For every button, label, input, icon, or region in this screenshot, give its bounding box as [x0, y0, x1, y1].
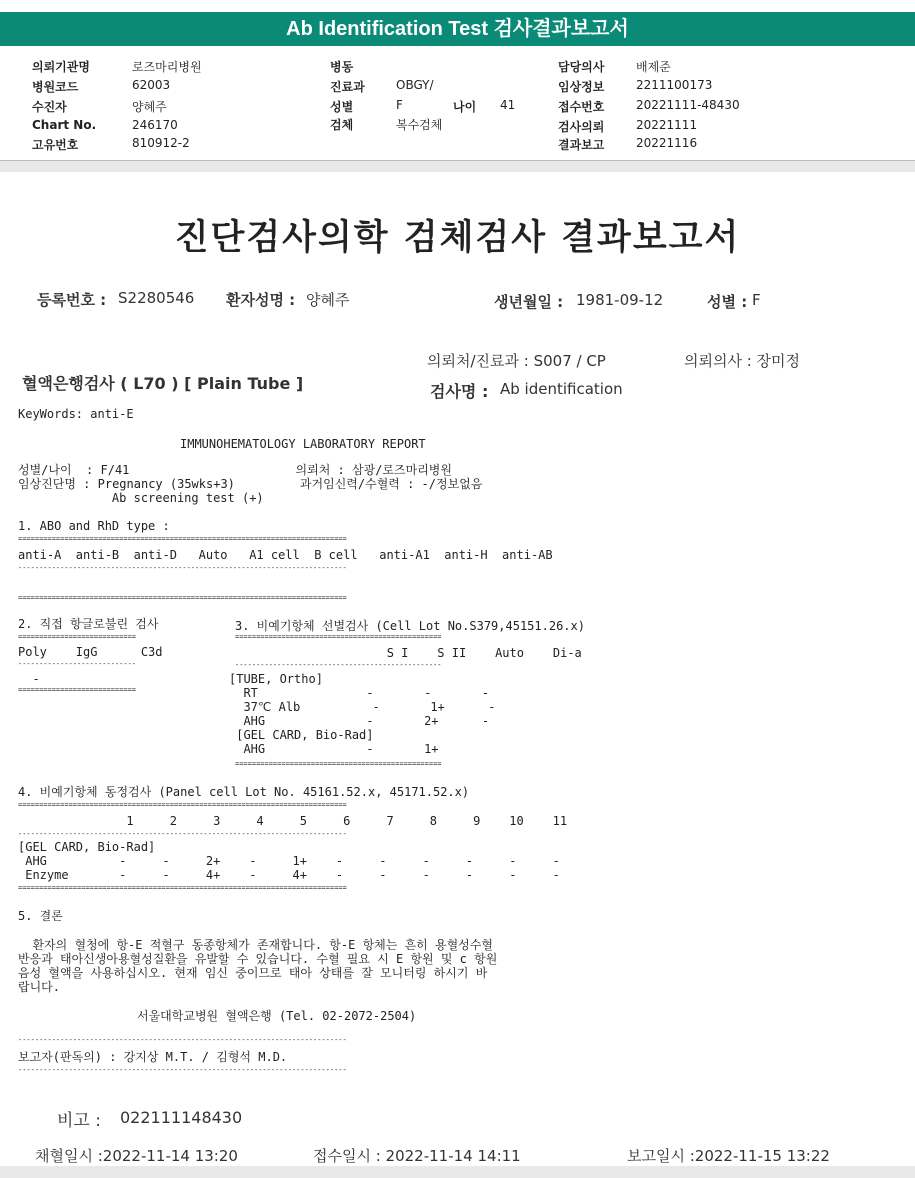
- screening-row: 37℃ Alb - 1+ -: [229, 700, 496, 714]
- label-ward: 병동: [330, 60, 354, 74]
- receipt-time: 접수일시 : 2022-11-14 14:11: [313, 1147, 521, 1165]
- label-receipt-no: 접수번호: [558, 100, 605, 114]
- value-sex: F: [396, 98, 403, 112]
- panel-header: 1 2 3 4 5 6 7 8 9 10 11: [18, 814, 568, 828]
- dob-label: 생년월일 :: [494, 293, 564, 311]
- lab-report-heading: IMMUNOHEMATOLOGY LABORATORY REPORT: [180, 437, 426, 451]
- label-unique-no: 고유번호: [32, 138, 79, 152]
- panel-row: Enzyme - - 4+ - 4+ - - - - - -: [18, 868, 560, 882]
- dat-rule-mid: ----------------------------: [18, 660, 137, 668]
- value-hospital-code: 62003: [132, 78, 171, 92]
- value-age: 41: [500, 98, 516, 112]
- divider-bottom: [0, 1166, 915, 1178]
- conclusion-line: 반응과 태아신생아용혈성질환을 유발할 수 있습니다. 수혈 필요 시 E 항원 및 c 항원: [18, 952, 498, 966]
- info-line-2: 임상진단명 : Pregnancy (35wks+3) 과거임신력/수혈력 : -/정보없음: [18, 477, 483, 491]
- panel-results: [18, 840, 560, 882]
- screening-row: [GEL CARD, Bio-Rad]: [229, 728, 374, 742]
- label-clinical-info: 임상정보: [558, 80, 605, 94]
- test-category: 혈액은행검사 ( L70 ) [ Plain Tube ]: [22, 374, 304, 393]
- label-age: 나이: [453, 100, 477, 114]
- value-request-date: 20221111: [636, 118, 698, 132]
- value-unique-no: 810912-2: [132, 136, 190, 150]
- value-patient: 양혜주: [132, 100, 167, 114]
- screening-rule-mid: -------------------------------------------------: [235, 661, 442, 669]
- value-department: OBGY/: [396, 78, 434, 92]
- value-report-date: 20221116: [636, 136, 698, 150]
- label-hospital-code: 병원코드: [32, 80, 79, 94]
- screening-header: S I S II Auto Di-a: [235, 646, 582, 660]
- label-sex: 성별: [330, 100, 354, 114]
- panel-rule-mid: ------------------------------------------------------------------------------: [18, 830, 347, 838]
- reporter: 보고자(판독의) : 강지상 M.T. / 김형석 M.D.: [18, 1050, 288, 1064]
- collection-time: 채혈일시 :2022-11-14 13:20: [35, 1147, 238, 1165]
- section-panel-title: 4. 비예기항체 동정검사 (Panel cell Lot No. 45161.52.x, 45171.52.x): [18, 785, 470, 799]
- conclusion-text: [18, 938, 497, 994]
- value-receipt-no: 20221111-48430: [636, 98, 740, 112]
- label-attending: 담당의사: [558, 60, 605, 74]
- label-chart-no: Chart No.: [32, 118, 97, 132]
- panel-rule-bottom: ==============================================================================: [18, 884, 347, 892]
- screening-row: AHG - 2+ -: [229, 714, 490, 728]
- panel-row: [GEL CARD, Bio-Rad]: [18, 840, 156, 854]
- lab-contact: 서울대학교병원 혈액은행 (Tel. 02-2072-2504): [137, 1009, 417, 1023]
- info-line-3: Ab screening test (+): [18, 491, 264, 505]
- screening-rule-bottom: =================================================: [235, 760, 442, 768]
- label-patient: 수진자: [32, 100, 67, 114]
- value-clinical-info: 2211100173: [636, 78, 713, 92]
- value-institution: 로즈마리병원: [132, 60, 202, 74]
- test-name-label: 검사명 :: [430, 382, 489, 401]
- label-specimen: 검체: [330, 118, 354, 132]
- patient-name-label: 환자성명 :: [226, 291, 296, 309]
- screening-row: RT - - -: [229, 686, 490, 700]
- section-conclusion-title: 5. 결론: [18, 909, 63, 923]
- test-name-value: Ab identification: [500, 380, 623, 398]
- screening-row: AHG - 1+: [229, 742, 439, 756]
- keywords: KeyWords: anti-E: [18, 407, 134, 421]
- patient-name-value: 양혜주: [306, 291, 350, 309]
- label-institution: 의뢰기관명: [32, 60, 90, 74]
- panel-rule-top: ==============================================================================: [18, 801, 347, 809]
- sex-value: F: [752, 291, 761, 309]
- section-abo-title: 1. ABO and RhD type :: [18, 519, 170, 533]
- abo-table-header: anti-A anti-B anti-D Auto A1 cell B cell anti-A1 anti-H anti-AB: [18, 548, 553, 562]
- conclusion-line: 환자의 혈청에 항-E 적혈구 동종항체가 존재합니다. 항-E 항체는 흔히 용혈성수혈: [18, 938, 493, 952]
- label-department: 진료과: [330, 80, 365, 94]
- note-value: 022111148430: [120, 1108, 243, 1127]
- section-dat-title: 2. 직접 항글로불린 검사: [18, 617, 159, 631]
- abo-rule-top: ==============================================================================: [18, 535, 347, 543]
- dept-info: 의뢰처/진료과 : S007 / CP: [427, 352, 606, 370]
- conclusion-line: 랍니다.: [18, 980, 61, 994]
- report-time: 보고일시 :2022-11-15 13:22: [627, 1147, 830, 1165]
- value-chart-no: 246170: [132, 118, 178, 132]
- screening-results: [229, 672, 495, 756]
- page-title: 진단검사의학 검체검사 결과보고서: [174, 218, 741, 258]
- screening-rule-top: =================================================: [235, 633, 442, 641]
- value-attending: 배제준: [636, 60, 671, 74]
- reporter-rule-top: ------------------------------------------------------------------------------: [18, 1036, 347, 1044]
- reg-no-label: 등록번호 :: [37, 291, 107, 309]
- dat-header: Poly IgG C3d: [18, 645, 163, 659]
- reporter-rule-bottom: ------------------------------------------------------------------------------: [18, 1066, 347, 1074]
- section-screening-title: 3. 비예기항체 선별검사 (Cell Lot No.S379,45151.26.x): [235, 619, 585, 633]
- requesting-doctor: 의뢰의사 : 장미정: [684, 352, 801, 370]
- dob-value: 1981-09-12: [576, 291, 664, 309]
- dat-rule-top: ============================: [18, 633, 137, 641]
- abo-rule-bottom: ==============================================================================: [18, 594, 347, 602]
- note-label: 비고 :: [57, 1111, 101, 1131]
- abo-rule-mid: ------------------------------------------------------------------------------: [18, 564, 347, 572]
- screening-row: [TUBE, Ortho]: [229, 672, 323, 686]
- dat-value: -: [18, 672, 40, 686]
- label-report-date: 결과보고: [558, 138, 605, 152]
- sex-label: 성별 :: [707, 293, 748, 311]
- dat-rule-bottom: ============================: [18, 686, 137, 694]
- panel-row: AHG - - 2+ - 1+ - - - - - -: [18, 854, 560, 868]
- reg-no-value: S2280546: [118, 289, 195, 307]
- value-specimen: 복수검체: [396, 118, 443, 132]
- label-request-date: 검사의뢰: [558, 120, 605, 134]
- report-banner-title: Ab Identification Test 검사결과보고서: [0, 12, 915, 46]
- info-line-1: 성별/나이 : F/41 의뢰처 : 삼광/로즈마리병원: [18, 463, 452, 477]
- conclusion-line: 음성 혈액을 사용하십시오. 현재 임신 중이므로 태아 상태를 잘 모니터링 하시기 바: [18, 966, 488, 980]
